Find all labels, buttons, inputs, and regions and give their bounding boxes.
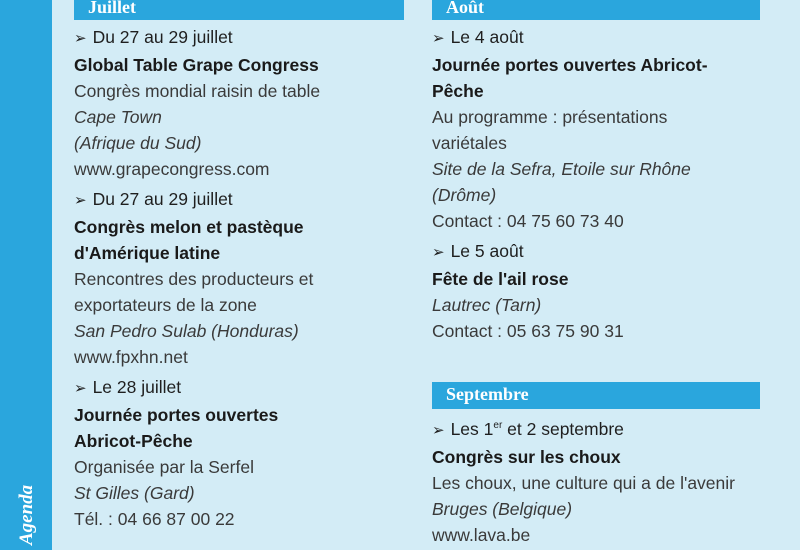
event-date: ➢ Du 27 au 29 juillet (74, 189, 233, 209)
event-contact: Tél. : 04 66 87 00 22 (74, 509, 235, 529)
event-website-link[interactable]: www.fpxhn.net (74, 347, 188, 367)
event-place: (Afrique du Sud) (74, 133, 202, 153)
event-title: Congrès melon et pastèque (74, 217, 304, 237)
event-place: Cape Town (74, 107, 162, 127)
month-header-july: Juillet (74, 0, 404, 20)
column-july (74, 0, 404, 532)
event-contact: Contact : 04 75 60 73 40 (432, 211, 624, 231)
side-label: Agenda (16, 484, 37, 545)
event-title: Pêche (432, 81, 484, 101)
event-august-1 (432, 24, 760, 234)
arrow-icon: ➢ (432, 421, 445, 439)
event-desc: variétales (432, 133, 507, 153)
event-august-2 (432, 238, 760, 344)
event-july-2 (74, 186, 404, 370)
event-title: Congrès sur les choux (432, 446, 621, 467)
arrow-icon: ➢ (74, 30, 87, 47)
event-place: St Gilles (Gard) (74, 483, 195, 503)
event-place: San Pedro Sulab (Honduras) (74, 321, 299, 341)
arrow-icon: ➢ (74, 380, 87, 397)
column-august-september (432, 0, 760, 548)
event-date: ➢ Le 4 août (432, 27, 524, 47)
event-place: Bruges (Belgique) (432, 498, 573, 519)
event-title: d'Amérique latine (74, 243, 221, 263)
event-place: Site de la Sefra, Etoile sur Rhône (432, 159, 691, 179)
event-desc: exportateurs de la zone (74, 295, 257, 315)
event-desc: Rencontres des producteurs et (74, 269, 314, 289)
event-title: Journée portes ouvertes (74, 405, 279, 425)
event-desc: Organisée par la Serfel (74, 457, 254, 477)
event-place: (Drôme) (432, 185, 497, 205)
arrow-icon: ➢ (74, 192, 87, 209)
event-date: ➢ Les 1er et 2 septembre (432, 418, 624, 439)
event-july-3 (74, 374, 404, 532)
event-website-link[interactable]: www.grapecongress.com (74, 159, 270, 179)
event-date: ➢ Le 28 juillet (74, 377, 182, 397)
event-desc: Les choux, une culture qui a de l'avenir (432, 472, 735, 493)
month-header-september: Septembre (432, 382, 760, 409)
event-date: ➢ Le 5 août (432, 241, 524, 261)
event-website-link[interactable]: www.lava.be (432, 524, 531, 545)
month-header-august: Août (432, 0, 760, 20)
arrow-icon: ➢ (432, 30, 445, 47)
event-september-1 (432, 413, 760, 548)
event-title: Fête de l'ail rose (432, 269, 569, 289)
side-strip (0, 0, 52, 550)
event-july-1 (74, 24, 404, 182)
event-contact: Contact : 05 63 75 90 31 (432, 321, 624, 341)
arrow-icon: ➢ (432, 244, 445, 261)
event-title: Journée portes ouvertes Abricot- (432, 55, 708, 75)
event-title: Abricot-Pêche (74, 431, 193, 451)
event-desc: Au programme : présentations (432, 107, 668, 127)
event-desc: Congrès mondial raisin de table (74, 81, 321, 101)
event-date: ➢ Du 27 au 29 juillet (74, 27, 233, 47)
event-place: Lautrec (Tarn) (432, 295, 542, 315)
event-title: Global Table Grape Congress (74, 55, 319, 75)
